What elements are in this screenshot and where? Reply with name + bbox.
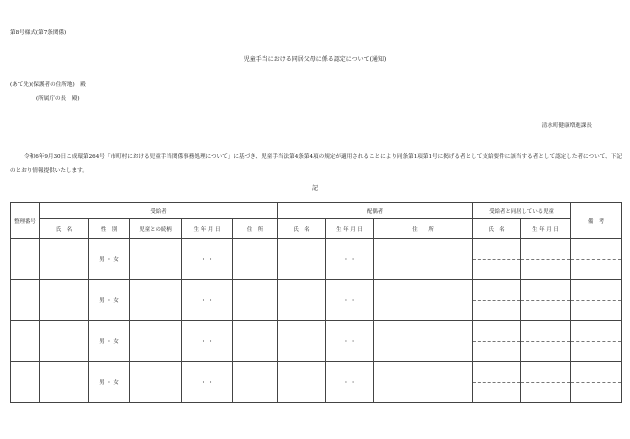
cell-spouse-name[interactable] (278, 362, 326, 403)
header-spouse-dob: 生 年 月 日 (326, 219, 374, 239)
dashed-divider (571, 259, 621, 260)
table-row (11, 280, 622, 321)
cell-child-name[interactable] (473, 362, 521, 403)
dashed-divider (473, 382, 520, 383)
cell-spouse-dob[interactable]: ・ ・ (326, 280, 374, 321)
cell-biko[interactable] (571, 239, 622, 280)
cell-recipient-dob[interactable]: ・ ・ (182, 362, 233, 403)
cell-spouse-address[interactable] (374, 321, 473, 362)
header-child-dob: 生 年 月 日 (521, 219, 571, 239)
dashed-divider (571, 341, 621, 342)
cell-child-name[interactable] (473, 321, 521, 362)
cell-recipient-dob[interactable]: ・ ・ (182, 239, 233, 280)
header-spouse-address: 住 所 (374, 219, 473, 239)
sender-name: 清水町健康増進課長 (541, 123, 592, 129)
cell-recipient-gender[interactable]: 男 ・ 女 (89, 321, 130, 362)
cell-spouse-name[interactable] (278, 280, 326, 321)
cell-recipient-gender[interactable]: 男 ・ 女 (89, 280, 130, 321)
header-recipient-group: 受給者 (40, 203, 278, 219)
dashed-divider (473, 259, 520, 260)
cell-recipient-name[interactable] (40, 280, 89, 321)
header-recipient-name: 氏 名 (40, 219, 89, 239)
header-spouse-group: 配偶者 (278, 203, 473, 219)
dashed-divider (473, 300, 520, 301)
cell-recipient-relation[interactable] (130, 362, 182, 403)
cell-recipient-relation[interactable] (130, 321, 182, 362)
cell-recipient-address[interactable] (233, 280, 278, 321)
cell-child-dob[interactable] (521, 239, 571, 280)
dashed-divider (473, 341, 520, 342)
cell-child-name[interactable] (473, 280, 521, 321)
cell-spouse-address[interactable] (374, 239, 473, 280)
info-table (10, 202, 622, 403)
cell-child-dob[interactable] (521, 362, 571, 403)
cell-recipient-gender[interactable]: 男 ・ 女 (89, 239, 130, 280)
cell-spouse-dob[interactable]: ・ ・ (326, 321, 374, 362)
cell-recipient-address[interactable] (233, 362, 278, 403)
header-recipient-address: 住 所 (233, 219, 278, 239)
cell-recipient-name[interactable] (40, 239, 89, 280)
dashed-divider (571, 382, 621, 383)
cell-spouse-dob[interactable]: ・ ・ (326, 239, 374, 280)
cell-recipient-address[interactable] (233, 321, 278, 362)
header-recipient-gender: 性 別 (89, 219, 130, 239)
header-seiri-bango: 整理番号 (11, 203, 40, 239)
cell-child-dob[interactable] (521, 321, 571, 362)
cell-recipient-dob[interactable]: ・ ・ (182, 280, 233, 321)
table-row (11, 321, 622, 362)
cell-spouse-address[interactable] (374, 362, 473, 403)
table-row (11, 362, 622, 403)
document-title: 児童手当における同居父母に係る認定について(通知) (243, 56, 387, 63)
cell-seiri[interactable] (11, 280, 40, 321)
dashed-divider (521, 300, 570, 301)
cell-seiri[interactable] (11, 239, 40, 280)
cell-child-name[interactable] (473, 239, 521, 280)
cell-recipient-dob[interactable]: ・ ・ (182, 321, 233, 362)
cell-recipient-gender[interactable]: 男 ・ 女 (89, 362, 130, 403)
header-child-name: 氏 名 (473, 219, 521, 239)
cell-child-dob[interactable] (521, 280, 571, 321)
header-recipient-relation: 児童との続柄 (130, 219, 182, 239)
addressee-line-1: (あて先)(保護者の住所地) 殿 (10, 82, 86, 88)
cell-seiri[interactable] (11, 362, 40, 403)
body-paragraph: 令和6年9月30日こ成環第264号「市町村における児童手当関係事務処理について」に基づき、児童手当法第4条第4項の規定が適用されることにより同条第1項第1号に掲げる者として支給要件に該当する者として認定した者について、下記のとおり情報提供いたします。 (10, 154, 622, 174)
form-number-label: 第8号様式(第7条関係) (10, 30, 67, 36)
ki-heading: 記 (311, 185, 318, 192)
header-child-group: 受給者と同居している児童 (473, 203, 571, 219)
cell-biko[interactable] (571, 280, 622, 321)
cell-seiri[interactable] (11, 321, 40, 362)
cell-recipient-address[interactable] (233, 239, 278, 280)
cell-biko[interactable] (571, 362, 622, 403)
table-row (11, 239, 622, 280)
cell-recipient-relation[interactable] (130, 239, 182, 280)
cell-spouse-address[interactable] (374, 280, 473, 321)
header-biko: 備 考 (571, 203, 622, 239)
cell-spouse-dob[interactable]: ・ ・ (326, 362, 374, 403)
dashed-divider (521, 341, 570, 342)
cell-recipient-relation[interactable] (130, 280, 182, 321)
cell-recipient-name[interactable] (40, 321, 89, 362)
dashed-divider (571, 300, 621, 301)
header-recipient-dob: 生 年 月 日 (182, 219, 233, 239)
cell-spouse-name[interactable] (278, 321, 326, 362)
dashed-divider (521, 382, 570, 383)
addressee-line-2: (所属庁の長 殿) (36, 96, 80, 102)
cell-spouse-name[interactable] (278, 239, 326, 280)
header-spouse-name: 氏 名 (278, 219, 326, 239)
dashed-divider (521, 259, 570, 260)
cell-recipient-name[interactable] (40, 362, 89, 403)
cell-biko[interactable] (571, 321, 622, 362)
